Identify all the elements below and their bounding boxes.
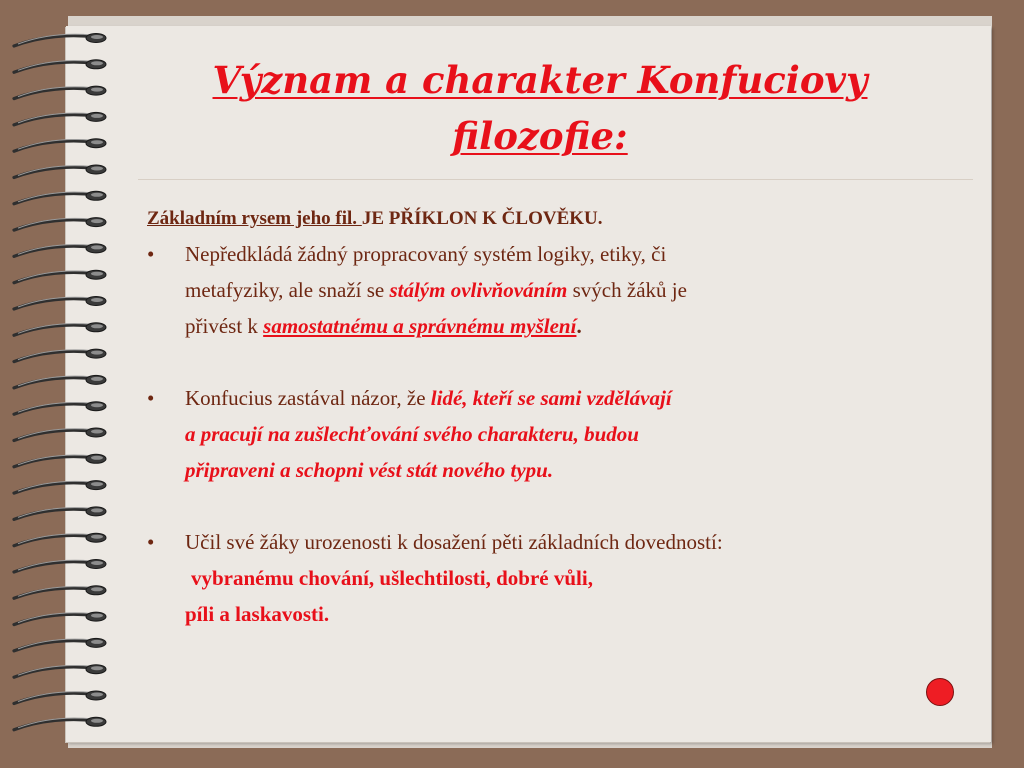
bullet-2-line-3: připraveni a schopni vést stát nového typu. bbox=[185, 458, 554, 482]
spiral-hole-shine bbox=[91, 535, 103, 539]
spiral-hole-shine bbox=[91, 719, 103, 723]
spiral-hole-shine bbox=[91, 508, 103, 512]
spiral-hole-shine bbox=[91, 193, 103, 197]
bullet-2-text: Konfucius zastával názor, že bbox=[185, 386, 431, 410]
spiral-hole-shine bbox=[91, 456, 103, 460]
bullet-dot: • bbox=[147, 530, 155, 554]
bullet-dot: • bbox=[147, 386, 155, 410]
bullet-1-text: Nepředkládá žádný propracovaný systém logiky, etiky, či bbox=[185, 242, 667, 266]
red-circle-button[interactable] bbox=[926, 678, 954, 706]
spiral-hole-shine bbox=[91, 140, 103, 144]
intro-line bbox=[147, 202, 967, 236]
slide-body bbox=[147, 202, 967, 632]
bullet-2-emphasis: lidé, kteří se sami vzdělávají bbox=[430, 386, 672, 410]
bullet-3-line-2: vybranému chování, ušlechtilosti, dobré vůli, bbox=[191, 566, 593, 590]
bullet-3-line-3: píli a laskavosti. bbox=[185, 602, 330, 626]
spiral-hole-shine bbox=[91, 298, 103, 302]
bullet-1-text-c: svých žáků je bbox=[567, 278, 687, 302]
bullet-3-line-1 bbox=[147, 524, 967, 560]
spiral-hole-shine bbox=[91, 272, 103, 276]
title-line-2: filozofie: bbox=[452, 114, 628, 158]
spiral-hole-shine bbox=[91, 88, 103, 92]
bullet-1-emphasis-underlined: samostatnému a správnému myšlení bbox=[263, 314, 577, 338]
slide-title bbox=[120, 52, 960, 164]
spiral-hole-shine bbox=[91, 351, 103, 355]
spiral-hole-shine bbox=[91, 324, 103, 328]
bullet-1-period: . bbox=[576, 314, 582, 338]
bullet-1-text-d: přivést k bbox=[185, 314, 264, 338]
spiral-hole-shine bbox=[91, 377, 103, 381]
bullet-1-text-a: metafyziky, ale snaží se bbox=[185, 278, 390, 302]
spiral-hole-shine bbox=[91, 666, 103, 670]
bullet-1-line-3 bbox=[147, 308, 967, 344]
title-divider bbox=[138, 179, 973, 180]
spacer bbox=[147, 344, 967, 380]
spiral-hole-shine bbox=[91, 693, 103, 697]
bullet-3-text: Učil své žáky urozenosti k dosažení pěti základních dovedností: bbox=[185, 530, 723, 554]
intro-statement: JE PŘÍKLON K ČLOVĚKU. bbox=[361, 208, 603, 229]
spiral-hole-shine bbox=[91, 35, 103, 39]
title-line-1: Význam a charakter Konfuciovy bbox=[212, 58, 868, 102]
bullet-2-line-1 bbox=[147, 380, 967, 416]
spiral-hole-shine bbox=[91, 245, 103, 249]
spacer bbox=[147, 488, 967, 524]
bullet-1-line-1 bbox=[147, 236, 967, 272]
bullet-dot: • bbox=[147, 242, 155, 266]
spiral-hole-shine bbox=[91, 403, 103, 407]
spiral-hole-shine bbox=[91, 614, 103, 618]
spiral-hole-shine bbox=[91, 219, 103, 223]
intro-label: Základním rysem jeho fil. bbox=[147, 208, 362, 229]
spiral-hole-shine bbox=[91, 640, 103, 644]
spiral-hole-shine bbox=[91, 587, 103, 591]
spiral-hole-shine bbox=[91, 561, 103, 565]
spiral-binding bbox=[0, 0, 130, 768]
spiral-hole-shine bbox=[91, 482, 103, 486]
bullet-2-line-2: a pracují na zušlechťování svého charakteru, budou bbox=[185, 422, 639, 446]
bullet-1-emphasis: stálým ovlivňováním bbox=[389, 278, 568, 302]
spiral-hole-shine bbox=[91, 167, 103, 171]
bullet-1-line-2 bbox=[147, 272, 967, 308]
spiral-hole-shine bbox=[91, 61, 103, 65]
spiral-hole-shine bbox=[91, 430, 103, 434]
spiral-hole-shine bbox=[91, 114, 103, 118]
